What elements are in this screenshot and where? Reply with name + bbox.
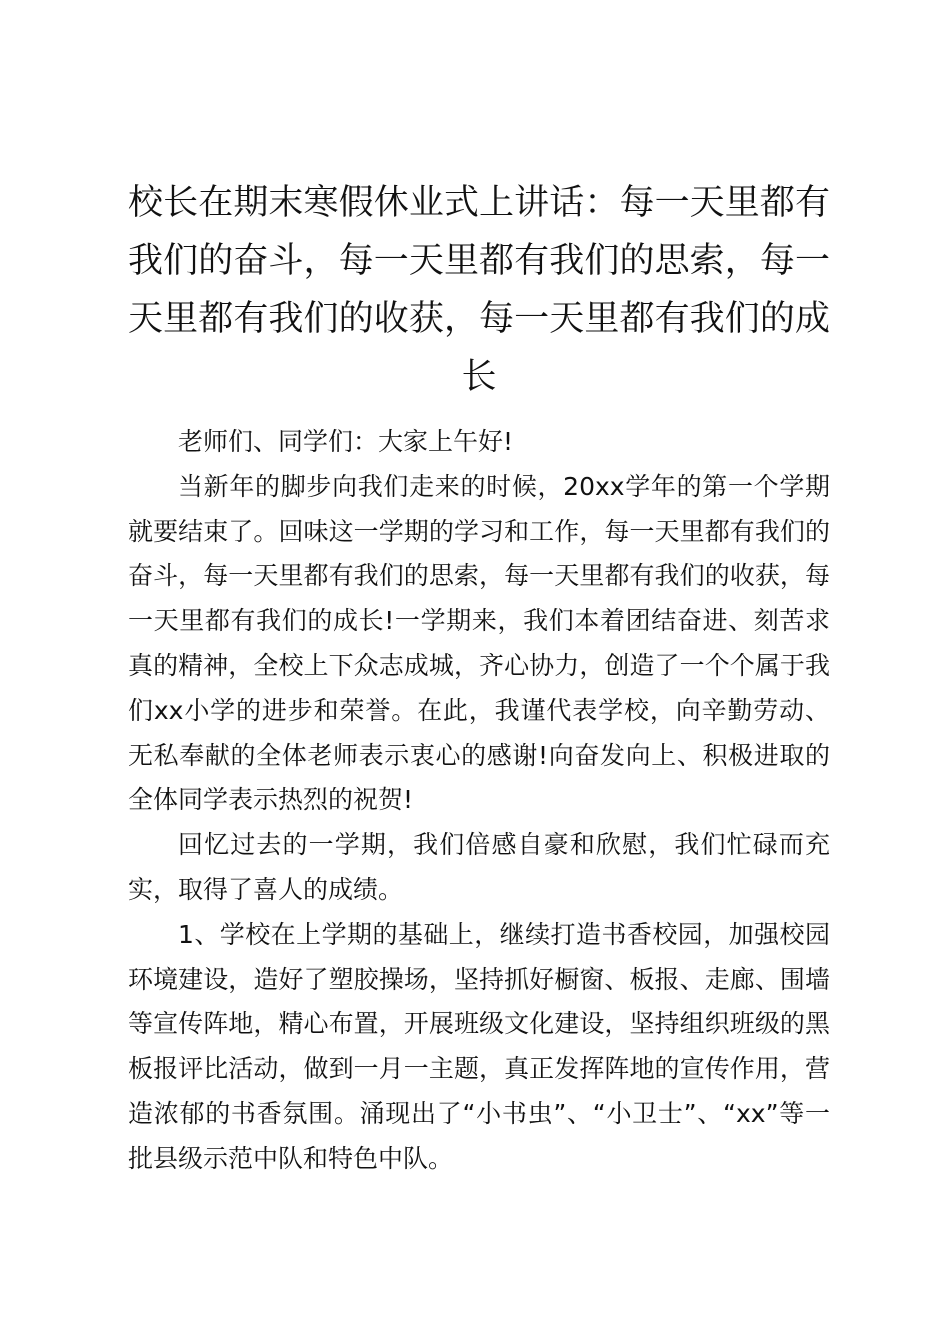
document-page	[128, 174, 830, 1182]
document-title: 校长在期末寒假休业式上讲话：每一天里都有我们的奋斗，每一天里都有我们的思索，每一天里都有我们的收获，每一天里都有我们的成长	[128, 183, 830, 397]
paragraph-reflection: 回忆过去的一学期，我们倍感自豪和欣慰，我们忙碌而充实，取得了喜人的成绩。	[128, 830, 830, 904]
paragraph-item-1: 1、学校在上学期的基础上，继续打造书香校园，加强校园环境建设，造好了塑胶操场，坚持抓好橱窗、板报、走廊、围墙等宣传阵地，精心布置，开展班级文化建设，坚持组织班级的黑板报评比活动，做到一月一主题，真正发挥阵地的宣传作用，营造浓郁的书香氛围。涌现出了“小书虫”、“小卫士”、“xx”等一批县级示范中队和特色中队。	[128, 919, 830, 1173]
paragraph-greeting: 老师们、同学们：大家上午好!	[178, 427, 514, 456]
paragraph-semester-summary: 当新年的脚步向我们走来的时候，20xx学年的第一个学期就要结束了。回味这一学期的学习和工作，每一天里都有我们的奋斗，每一天里都有我们的思索，每一天里都有我们的收获，每一天里都有我们的成长!一学期来，我们本着团结奋进、刻苦求真的精神，全校上下众志成城，齐心协力，创造了一个个属于我们xx小学的进步和荣誉。在此，我谨代表学校，向辛勤劳动、无私奉献的全体老师表示衷心的感谢!向奋发向上、积极进取的全体同学表示热烈的祝贺!	[128, 471, 830, 815]
